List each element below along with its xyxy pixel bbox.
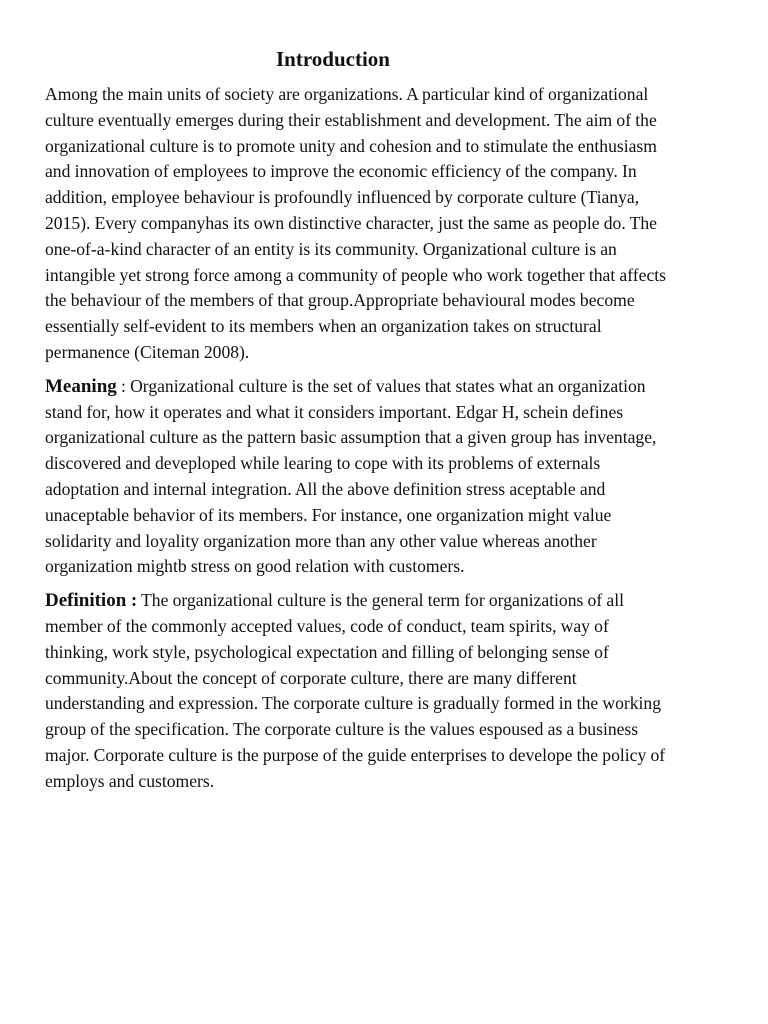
- meaning-paragraph: [45, 374, 669, 580]
- intro-paragraph: Among the main units of society are organizations. A particular kind of organizational culture eventually emerges during their establishment and development. The aim of the organizational culture is to promote unity and cohesion and to stimulate the enthusiasm and innovation of employees to improve the economic efficiency of the company. In addition, employee behaviour is profoundly influenced by corporate culture (Tianya, 2015). Every companyhas its own distinctive character, just the same as people do. The one-of-a-kind character of an entity is its community. Organizational culture is an intangible yet strong force among a community of people who work together that affects the behaviour of the members of that group.Appropriate behavioural modes become essentially self-evident to its members when an organization takes on structural permanence (Citeman 2008).: [45, 84, 666, 362]
- definition-text: The organizational culture is the general term for organizations of all member of the commonly accepted values, code of conduct, team spirits, way of thinking, work style, psychological expectation and filling of belonging sense of community.About the concept of corporate culture, there are many different understanding and expression. The corporate culture is gradually formed in the working group of the specification. The corporate culture is the values espoused as a business major. Corporate culture is the purpose of the guide enterprises to develope the policy of employs and customers.: [45, 590, 666, 791]
- page-title: Introduction: [276, 47, 390, 71]
- meaning-text: : Organizational culture is the set of values that states what an organization stand for, how it operates and what it considers important. Edgar H, schein defines organizational culture as the pattern basic assumption that a given group has inventage, discovered and deveploped while learing to cope with its problems of externals adoptation and internal integration. All the above definition stress aceptable and unaceptable behavior of its members. For instance, one organization might value solidarity and loyality organization more than any other value whereas another organization mightb stress on good relation with customers.: [45, 375, 657, 577]
- meaning-label: Meaning: [45, 375, 117, 397]
- definition-label: Definition :: [45, 590, 138, 612]
- document-page: [45, 44, 669, 803]
- definition-paragraph: [45, 588, 669, 794]
